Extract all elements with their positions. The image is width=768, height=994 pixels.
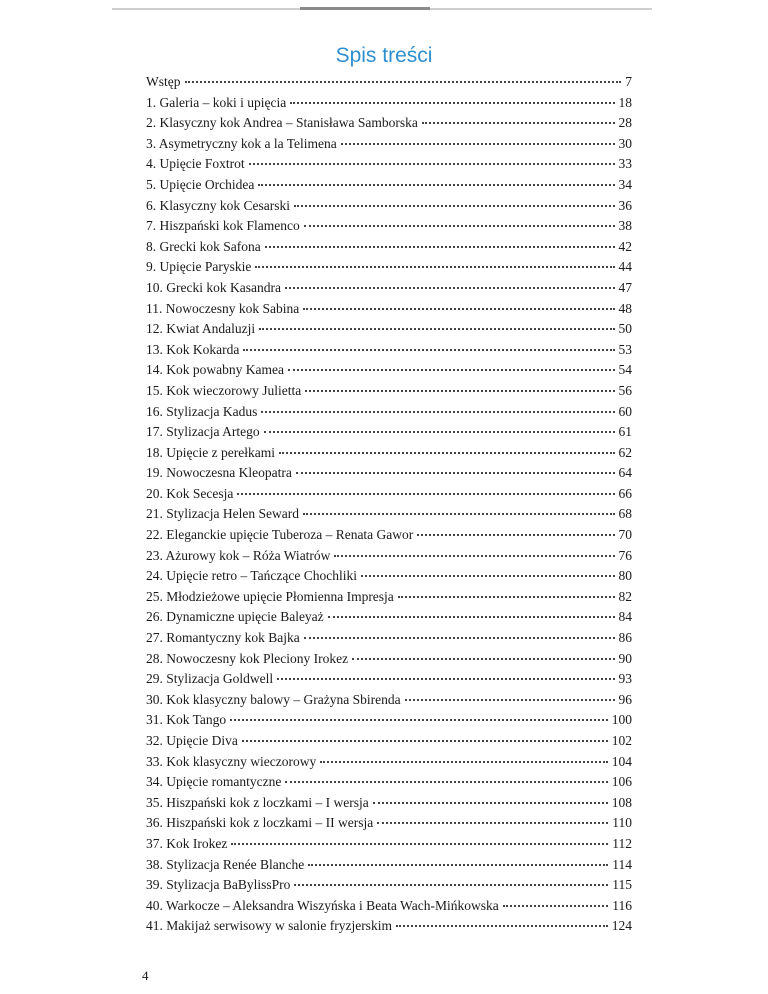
toc-entry-title: 24. Upięcie retro – Tańczące Chochliki xyxy=(146,568,357,584)
toc-entry-title: Wstęp xyxy=(146,74,181,89)
toc-entry-title: 41. Makijaż serwisowy w salonie fryzjerskim xyxy=(146,918,392,934)
dot-leader xyxy=(290,102,614,104)
toc-entry-page: 18 xyxy=(618,94,632,110)
toc-entry-title: 14. Kok powabny Kamea xyxy=(146,362,284,378)
dot-leader xyxy=(231,843,608,845)
dot-leader xyxy=(288,369,615,371)
dot-leader xyxy=(398,596,615,598)
toc-entry-page: 61 xyxy=(618,424,632,440)
toc-entry[interactable] xyxy=(146,855,632,876)
toc-entry-title: 36. Hiszpański kok z loczkami – II wersja xyxy=(146,815,374,831)
toc-entry-title: 40. Warkocze – Aleksandra Wiszyńska i Beata Wach-Mińkowska xyxy=(146,897,499,913)
toc-entry[interactable] xyxy=(146,72,632,93)
dot-leader xyxy=(304,637,615,639)
dot-leader xyxy=(303,513,615,515)
table-of-contents xyxy=(146,72,632,937)
dot-leader xyxy=(341,143,615,145)
dot-leader xyxy=(296,472,615,474)
dot-leader xyxy=(264,431,615,433)
toc-entry[interactable] xyxy=(146,690,632,711)
toc-entry[interactable] xyxy=(146,916,632,937)
toc-entry-page: 42 xyxy=(618,238,632,254)
toc-entry[interactable] xyxy=(146,196,632,217)
toc-entry[interactable] xyxy=(146,484,632,505)
toc-entry-title: 11. Nowoczesny kok Sabina xyxy=(146,300,300,316)
toc-entry-page: 68 xyxy=(618,506,632,522)
toc-entry-page: 115 xyxy=(612,877,632,893)
toc-entry-page: 44 xyxy=(618,259,632,275)
toc-entry[interactable] xyxy=(146,649,632,670)
toc-entry-page: 62 xyxy=(618,444,632,460)
toc-entry[interactable] xyxy=(146,834,632,855)
toc-entry-title: 37. Kok Irokez xyxy=(146,835,228,851)
toc-entry-title: 19. Nowoczesna Kleopatra xyxy=(146,465,292,481)
toc-entry-title: 20. Kok Secesja xyxy=(146,485,234,501)
dot-leader xyxy=(334,555,614,557)
toc-entry[interactable] xyxy=(146,896,632,917)
toc-entry-page: 86 xyxy=(618,630,632,646)
dot-leader xyxy=(230,719,608,721)
toc-entry-title: 22. Eleganckie upięcie Tuberoza – Renata Gawor xyxy=(146,527,414,543)
dot-leader xyxy=(352,658,614,660)
toc-entry[interactable] xyxy=(146,93,632,114)
toc-entry-page: 102 xyxy=(611,733,632,748)
toc-entry[interactable] xyxy=(146,710,632,731)
toc-entry[interactable] xyxy=(146,669,632,690)
dot-leader xyxy=(305,390,614,392)
toc-entry[interactable] xyxy=(146,443,632,464)
toc-entry-title: 15. Kok wieczorowy Julietta xyxy=(146,382,302,398)
toc-entry-title: 32. Upięcie Diva xyxy=(146,733,238,748)
toc-entry-page: 54 xyxy=(618,362,632,378)
dot-leader xyxy=(405,699,615,701)
dot-leader xyxy=(373,802,608,804)
toc-entry[interactable] xyxy=(146,793,632,814)
toc-entry-title: 35. Hiszpański kok z loczkami – I wersja xyxy=(146,794,369,810)
toc-entry-title: 9. Upięcie Paryskie xyxy=(146,259,252,275)
toc-entry-title: 25. Młodzieżowe upięcie Płomienna Impresja xyxy=(146,588,394,604)
dot-leader xyxy=(243,349,614,351)
toc-entry-page: 76 xyxy=(618,547,632,563)
dot-leader xyxy=(259,328,614,330)
toc-entry-title: 3. Asymetryczny kok a la Telimena xyxy=(146,135,337,151)
toc-entry-page: 124 xyxy=(611,918,632,934)
toc-entry-page: 80 xyxy=(618,568,632,584)
toc-entry-page: 104 xyxy=(611,753,632,769)
toc-entry-title: 34. Upięcie romantyczne xyxy=(146,774,282,790)
toc-entry[interactable] xyxy=(146,319,632,340)
toc-entry-page: 84 xyxy=(618,609,632,625)
toc-entry-page: 70 xyxy=(618,527,632,543)
toc-entry[interactable] xyxy=(146,607,632,628)
toc-entry-title: 4. Upięcie Foxtrot xyxy=(146,156,245,172)
toc-entry-title: 2. Klasyczny kok Andrea – Stanisława Samborska xyxy=(146,115,418,131)
toc-entry[interactable] xyxy=(146,381,632,402)
toc-entry[interactable] xyxy=(146,299,632,320)
toc-entry-title: 7. Hiszpański kok Flamenco xyxy=(146,218,300,234)
dot-leader xyxy=(277,678,614,680)
dot-leader xyxy=(303,308,614,310)
toc-entry-page: 82 xyxy=(618,588,632,604)
toc-entry-page: 53 xyxy=(618,341,632,357)
toc-entry-title: 21. Stylizacja Helen Seward xyxy=(146,506,299,522)
toc-entry-title: 39. Stylizacja BaBylissPro xyxy=(146,877,291,893)
toc-entry-page: 56 xyxy=(618,382,632,398)
toc-entry-page: 110 xyxy=(612,815,632,831)
dot-leader xyxy=(396,925,608,927)
toc-entry-page: 116 xyxy=(612,897,632,913)
toc-entry-title: 13. Kok Kokarda xyxy=(146,341,240,357)
dot-leader xyxy=(294,205,615,207)
toc-entry[interactable] xyxy=(146,340,632,361)
toc-entry[interactable] xyxy=(146,752,632,773)
toc-entry-title: 30. Kok klasyczny balowy – Grażyna Sbirenda xyxy=(146,691,401,707)
toc-entry[interactable] xyxy=(146,525,632,546)
toc-entry[interactable] xyxy=(146,566,632,587)
toc-entry[interactable] xyxy=(146,546,632,567)
dot-leader xyxy=(249,163,615,165)
toc-entry-page: 66 xyxy=(618,485,632,501)
page-number: 4 xyxy=(142,968,149,983)
dot-leader xyxy=(422,122,615,124)
dot-leader xyxy=(503,905,609,907)
toc-entry-title: 38. Stylizacja Renée Blanche xyxy=(146,856,305,872)
toc-entry[interactable] xyxy=(146,360,632,381)
toc-entry[interactable] xyxy=(146,772,632,793)
toc-entry[interactable] xyxy=(146,587,632,608)
toc-entry-title: 5. Upięcie Orchidea xyxy=(146,176,255,192)
toc-entry-title: 26. Dynamiczne upięcie Baleyaż xyxy=(146,609,324,625)
dot-leader xyxy=(304,225,615,227)
toc-entry-page: 96 xyxy=(618,691,632,707)
toc-entry-title: 12. Kwiat Andaluzji xyxy=(146,321,256,337)
toc-entry-title: 16. Stylizacja Kadus xyxy=(146,403,258,419)
dot-leader xyxy=(417,534,614,536)
toc-entry-page: 50 xyxy=(618,321,632,337)
toc-entry[interactable] xyxy=(146,237,632,258)
dot-leader xyxy=(320,761,608,763)
toc-entry-page: 38 xyxy=(618,218,632,234)
toc-entry[interactable] xyxy=(146,463,632,484)
dot-leader xyxy=(361,575,615,577)
dot-leader xyxy=(242,740,608,742)
toc-entry-page: 47 xyxy=(618,279,632,295)
toc-entry-title: 23. Ażurowy kok – Róża Wiatrów xyxy=(146,547,331,563)
toc-entry[interactable] xyxy=(146,175,632,196)
toc-entry-page: 64 xyxy=(618,465,632,481)
toc-entry-title: 29. Stylizacja Goldwell xyxy=(146,671,274,687)
toc-entry-page: 114 xyxy=(612,856,632,872)
toc-entry-page: 28 xyxy=(618,115,632,131)
toc-entry[interactable] xyxy=(146,813,632,834)
toc-entry[interactable] xyxy=(146,278,632,299)
dot-leader xyxy=(279,452,615,454)
toc-entry-page: 112 xyxy=(612,835,632,851)
toc-entry[interactable] xyxy=(146,731,632,752)
toc-entry-title: 1. Galeria – koki i upięcia xyxy=(146,94,287,110)
toc-entry-page: 90 xyxy=(618,650,632,666)
toc-entry[interactable] xyxy=(146,134,632,155)
dot-leader xyxy=(185,81,622,83)
toc-entry-title: 8. Grecki kok Safona xyxy=(146,238,261,254)
toc-entry-page: 100 xyxy=(611,712,632,728)
dot-leader xyxy=(294,884,608,886)
toc-entry-page: 48 xyxy=(618,300,632,316)
toc-entry[interactable] xyxy=(146,216,632,237)
toc-entry-page: 36 xyxy=(618,197,632,213)
toc-entry-page: 108 xyxy=(611,794,632,810)
toc-entry-title: 33. Kok klasyczny wieczorowy xyxy=(146,753,317,769)
dot-leader xyxy=(265,246,615,248)
toc-entry[interactable] xyxy=(146,504,632,525)
dot-leader xyxy=(328,616,615,618)
dot-leader xyxy=(255,266,614,268)
toc-entry-title: 17. Stylizacja Artego xyxy=(146,424,260,440)
dot-leader xyxy=(285,781,607,783)
toc-entry-page: 7 xyxy=(625,74,632,89)
toc-entry[interactable] xyxy=(146,422,632,443)
toc-entry-title: 18. Upięcie z perełkami xyxy=(146,444,275,460)
toc-entry-page: 60 xyxy=(618,403,632,419)
dot-leader xyxy=(237,493,614,495)
dot-leader xyxy=(377,822,608,824)
toc-entry-title: 6. Klasyczny kok Cesarski xyxy=(146,197,290,213)
toc-entry[interactable] xyxy=(146,257,632,278)
top-rule-accent xyxy=(300,7,430,10)
page-title: Spis treści xyxy=(335,44,433,67)
toc-entry[interactable] xyxy=(146,628,632,649)
toc-entry[interactable] xyxy=(146,875,632,896)
toc-entry-page: 33 xyxy=(618,156,632,172)
toc-entry-title: 27. Romantyczny kok Bajka xyxy=(146,630,300,646)
toc-entry-page: 34 xyxy=(618,176,632,192)
toc-entry-page: 93 xyxy=(618,671,632,687)
toc-entry-page: 30 xyxy=(618,135,632,151)
toc-entry[interactable] xyxy=(146,154,632,175)
toc-entry-title: 10. Grecki kok Kasandra xyxy=(146,279,281,295)
toc-entry-page: 106 xyxy=(611,774,632,790)
toc-entry-title: 28. Nowoczesny kok Pleciony Irokez xyxy=(146,650,349,666)
dot-leader xyxy=(285,287,615,289)
toc-entry[interactable] xyxy=(146,113,632,134)
toc-entry-title: 31. Kok Tango xyxy=(146,712,227,728)
toc-entry[interactable] xyxy=(146,402,632,423)
dot-leader xyxy=(258,184,614,186)
dot-leader xyxy=(308,864,608,866)
dot-leader xyxy=(261,411,614,413)
